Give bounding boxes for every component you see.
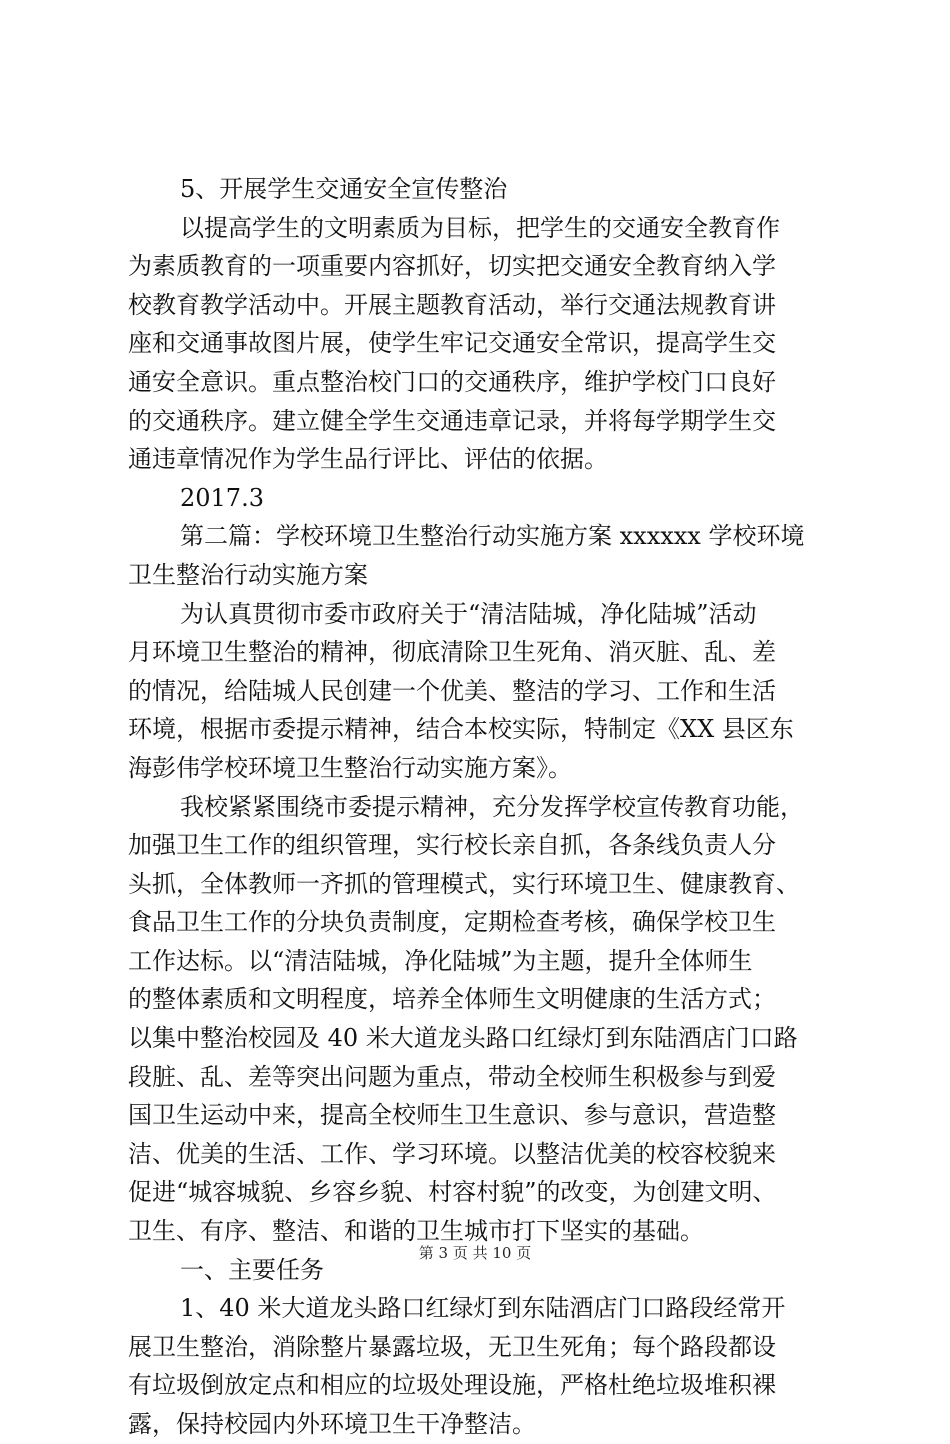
paragraph-line: 座和交通事故图片展，使学生牢记交通安全常识，提高学生交 [128,329,776,358]
paragraph-line: 促进“城容城貌、乡容乡貌、村容村貌”的改变，为创建文明、 [128,1178,777,1207]
section-heading: 一、主要任务 [180,1255,324,1284]
section-heading: 5、开展学生交通安全宣传整治 [180,175,508,203]
paragraph-line: 我校紧紧围绕市委提示精神，充分发挥学校宣传教育功能， [180,792,804,821]
paragraph-line: 为认真贯彻市委市政府关于“清洁陆城，净化陆城”活动 [180,599,757,628]
paragraph-line: 卫生、有序、整洁、和谐的卫生城市打下坚实的基础。 [128,1217,704,1246]
paragraph-line: 头抓，全体教师一齐抓的管理模式，实行环境卫生、健康教育、 [128,869,800,898]
paragraph-line: 有垃圾倒放定点和相应的垃圾处理设施，严格杜绝垃圾堆积裸 [128,1371,776,1400]
paragraph-line: 校教育教学活动中。开展主题教育活动，举行交通法规教育讲 [128,290,776,319]
paragraph-line: 以集中整治校园及 40 米大道龙头路口红绿灯到东陆酒店门口路 [128,1024,798,1053]
paragraph-line: 海彭伟学校环境卫生整治行动实施方案》。 [128,753,572,782]
paragraph-line: 的整体素质和文明程度，培养全体师生文明健康的生活方式； [128,985,776,1014]
document-date: 2017.3 [180,483,264,512]
paragraph-line: 通违章情况作为学生品行评比、评估的依据。 [128,445,608,474]
part-title: 卫生整治行动实施方案 [128,560,368,589]
paragraph-line: 国卫生运动中来，提高全校师生卫生意识、参与意识，营造整 [128,1101,776,1130]
paragraph-line: 通安全意识。重点整治校门口的交通秩序，维护学校门口良好 [128,367,776,396]
part-title: 第二篇：学校环境卫生整治行动实施方案 xxxxxx 学校环境 [180,522,805,551]
paragraph-line: 1、40 米大道龙头路口红绿灯到东陆酒店门口路段经常开 [180,1294,786,1323]
paragraph-line: 的情况，给陆城人民创建一个优美、整洁的学习、工作和生活 [128,676,776,705]
paragraph-line: 加强卫生工作的组织管理，实行校长亲自抓，各条线负责人分 [128,831,776,860]
paragraph-line: 段脏、乱、差等突出问题为重点，带动全校师生积极参与到爱 [128,1062,776,1091]
paragraph-line: 工作达标。以“清洁陆城，净化陆城”为主题，提升全体师生 [128,946,753,975]
paragraph-line: 露，保持校园内外环境卫生干净整洁。 [128,1410,536,1438]
paragraph-line: 食品卫生工作的分块负责制度，定期检查考核，确保学校卫生 [128,908,776,937]
paragraph-line: 以提高学生的文明素质为目标，把学生的交通安全教育作 [180,213,780,242]
paragraph-line: 为素质教育的一项重要内容抓好，切实把交通安全教育纳入学 [128,252,776,281]
paragraph-line: 展卫生整治，消除整片暴露垃圾，无卫生死角；每个路段都设 [128,1332,776,1361]
paragraph-line: 的交通秩序。建立健全学生交通违章记录，并将每学期学生交 [128,406,776,435]
paragraph-line: 月环境卫生整治的精神，彻底清除卫生死角、消灭脏、乱、差 [128,638,776,667]
paragraph-line: 洁、优美的生活、工作、学习环境。以整洁优美的校容校貌来 [128,1139,776,1168]
paragraph-line: 环境，根据市委提示精神，结合本校实际，特制定《XX 县区东 [128,715,794,744]
page-number-footer: 第 3 页 共 10 页 [418,1244,532,1262]
